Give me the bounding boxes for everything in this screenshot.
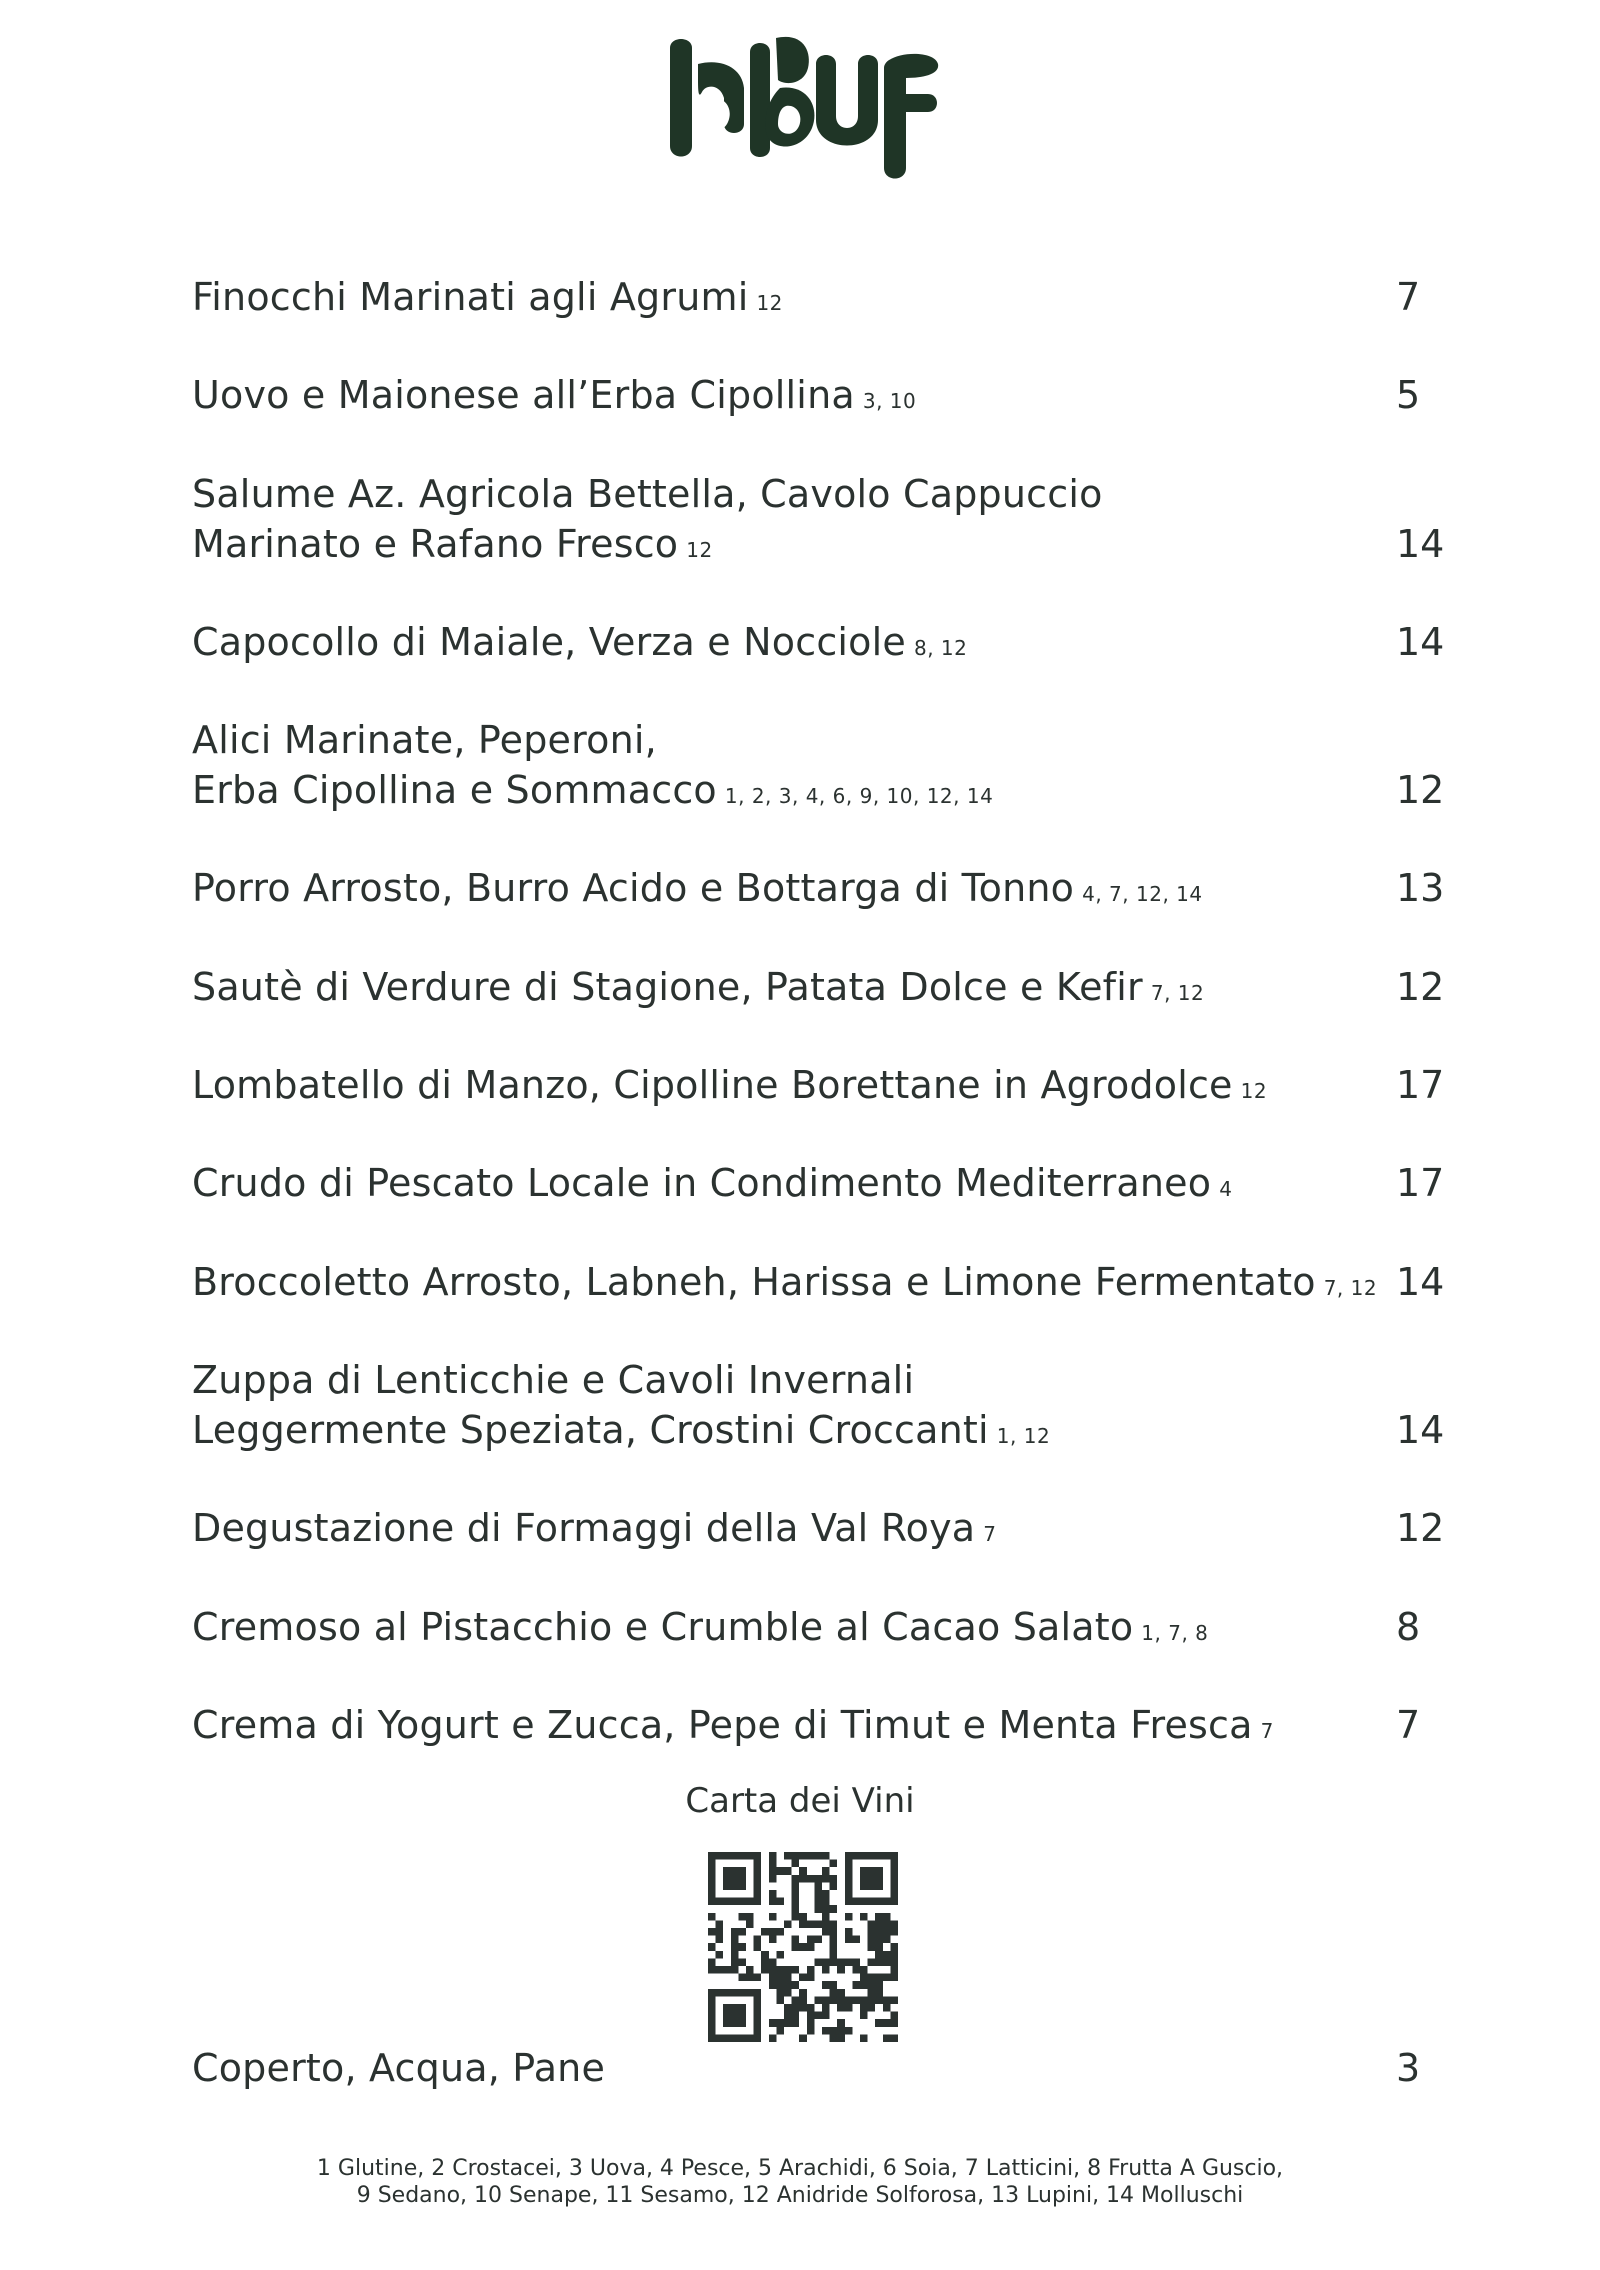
allergen-codes: 1, 2, 3, 4, 6, 9, 10, 12, 14 xyxy=(724,784,994,808)
qr-code-icon[interactable] xyxy=(708,1852,898,2042)
dish-name: Sautè di Verdure di Stagione, Patata Dolce e Kefir 7, 12 xyxy=(192,965,1205,1009)
allergen-codes: 7 xyxy=(983,1522,997,1546)
allergen-legend xyxy=(0,2155,1600,2209)
allergen-codes: 12 xyxy=(686,538,713,562)
dish-name: Lombatello di Manzo, Cipolline Borettane in Agrodolce 12 xyxy=(192,1063,1268,1107)
dish-price: 7 xyxy=(1396,1703,1421,1747)
dish-name: Crema di Yogurt e Zucca, Pepe di Timut e Menta Fresca 7 xyxy=(192,1703,1274,1747)
dish-price: 5 xyxy=(1396,373,1421,417)
allergen-legend-line: 1 Glutine, 2 Crostacei, 3 Uova, 4 Pesce, 5 Arachidi, 6 Soia, 7 Latticini, 8 Frutta A Guscio, xyxy=(316,2156,1284,2181)
dish-price: 7 xyxy=(1396,275,1421,319)
allergen-codes: 3, 10 xyxy=(862,389,917,413)
dish-name: Zuppa di Lenticchie e Cavoli Invernali Leggermente Speziata, Crostini Croccanti 1, 12 xyxy=(192,1358,1051,1452)
dish-name: Degustazione di Formaggi della Val Roya 7 xyxy=(192,1506,997,1550)
dish-name: Crudo di Pescato Locale in Condimento Mediterraneo 4 xyxy=(192,1161,1233,1205)
dish-name: Salume Az. Agricola Bettella, Cavolo Cappuccio Marinato e Rafano Fresco 12 xyxy=(192,472,1103,566)
allergen-codes: 8, 12 xyxy=(913,636,968,660)
dish-price: 12 xyxy=(1396,1506,1445,1550)
allergen-legend-line: 9 Sedano, 10 Senape, 11 Sesamo, 12 Anidride Solforosa, 13 Lupini, 14 Molluschi xyxy=(356,2183,1244,2208)
dish-price: 14 xyxy=(1396,620,1445,664)
dish-name: Finocchi Marinati agli Agrumi 12 xyxy=(192,275,783,319)
cover-charge-price: 3 xyxy=(1396,2046,1421,2090)
cover-charge-label: Coperto, Acqua, Pane xyxy=(192,2046,606,2090)
dish-price: 14 xyxy=(1396,1408,1445,1452)
dish-price: 17 xyxy=(1396,1161,1445,1205)
dish-price: 17 xyxy=(1396,1063,1445,1107)
dish-name: Alici Marinate, Peperoni, Erba Cipollina e Sommacco 1, 2, 3, 4, 6, 9, 10, 12, 14 xyxy=(192,718,994,812)
dish-name: Cremoso al Pistacchio e Crumble al Cacao Salato 1, 7, 8 xyxy=(192,1605,1209,1649)
allergen-codes: 4 xyxy=(1219,1177,1233,1201)
dish-price: 13 xyxy=(1396,866,1445,910)
allergen-codes: 4, 7, 12, 14 xyxy=(1082,882,1203,906)
dish-name: Porro Arrosto, Burro Acido e Bottarga di Tonno 4, 7, 12, 14 xyxy=(192,866,1203,910)
allergen-codes: 7 xyxy=(1260,1719,1274,1743)
allergen-codes: 12 xyxy=(1240,1079,1268,1103)
dish-name: Broccoletto Arrosto, Labneh, Harissa e Limone Fermentato 7, 12 xyxy=(192,1260,1378,1304)
dish-price: 14 xyxy=(1396,522,1445,566)
allergen-codes: 1, 7, 8 xyxy=(1141,1621,1209,1645)
allergen-codes: 12 xyxy=(756,291,783,315)
dish-price: 12 xyxy=(1396,965,1445,1009)
allergen-codes: 1, 12 xyxy=(996,1424,1051,1448)
dish-price: 14 xyxy=(1396,1260,1445,1304)
allergen-codes: 7, 12 xyxy=(1150,981,1205,1005)
dish-price: 12 xyxy=(1396,768,1445,812)
wine-list-title: Carta dei Vini xyxy=(685,1781,915,1821)
dish-name: Uovo e Maionese all’Erba Cipollina 3, 10 xyxy=(192,373,917,417)
restaurant-logo xyxy=(662,28,942,188)
dish-name: Capocollo di Maiale, Verza e Nocciole 8, 12 xyxy=(192,620,968,664)
dish-price: 8 xyxy=(1396,1605,1421,1649)
allergen-codes: 7, 12 xyxy=(1323,1276,1378,1300)
